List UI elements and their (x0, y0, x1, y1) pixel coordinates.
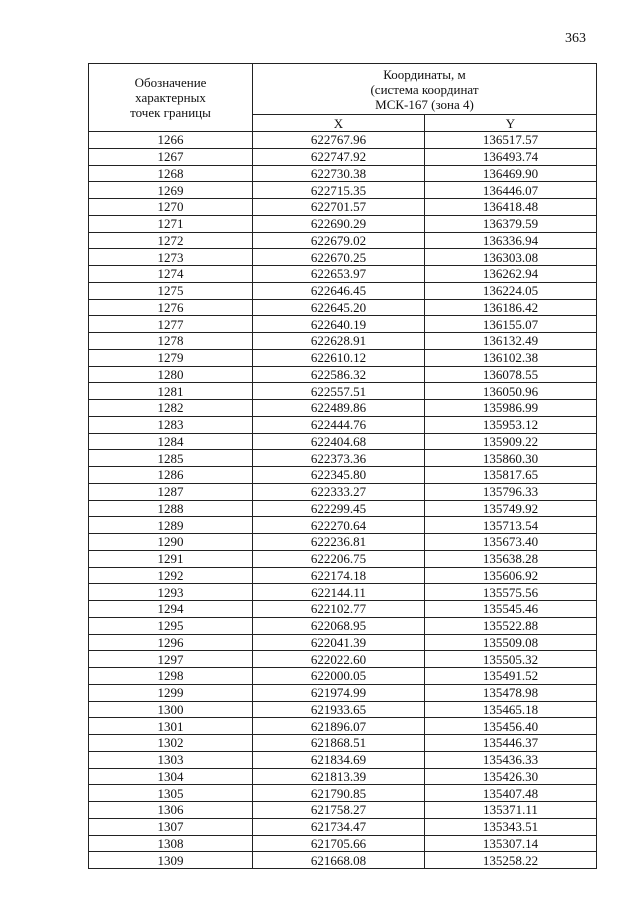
x-coordinate-cell: 622646.45 (253, 282, 425, 299)
point-id-cell: 1274 (89, 266, 253, 283)
table-row (89, 400, 597, 417)
x-coordinate-cell: 621868.51 (253, 735, 425, 752)
y-coordinate-cell: 136132.49 (425, 333, 597, 350)
table-row (89, 132, 597, 149)
table-row (89, 333, 597, 350)
y-coordinate-cell: 136379.59 (425, 215, 597, 232)
point-id-cell: 1299 (89, 684, 253, 701)
table-row (89, 500, 597, 517)
point-id-cell: 1282 (89, 400, 253, 417)
table-row (89, 818, 597, 835)
y-coordinate-cell: 135796.33 (425, 483, 597, 500)
table-row (89, 383, 597, 400)
point-id-cell: 1267 (89, 148, 253, 165)
table-row (89, 802, 597, 819)
y-coordinate-cell: 136186.42 (425, 299, 597, 316)
y-coordinate-cell: 135509.08 (425, 634, 597, 651)
header-points-line: Обозначение (134, 75, 207, 90)
table-row (89, 483, 597, 500)
x-coordinate-cell: 622345.80 (253, 467, 425, 484)
point-id-cell: 1304 (89, 768, 253, 785)
point-id-cell: 1306 (89, 802, 253, 819)
x-coordinate-cell: 622670.25 (253, 249, 425, 266)
point-id-cell: 1272 (89, 232, 253, 249)
table-row (89, 684, 597, 701)
y-coordinate-cell: 136224.05 (425, 282, 597, 299)
point-id-cell: 1296 (89, 634, 253, 651)
y-coordinate-cell: 135456.40 (425, 718, 597, 735)
point-id-cell: 1266 (89, 132, 253, 149)
point-id-cell: 1291 (89, 550, 253, 567)
table-row (89, 148, 597, 165)
table-row (89, 366, 597, 383)
x-coordinate-cell: 622730.38 (253, 165, 425, 182)
y-coordinate-cell: 136155.07 (425, 316, 597, 333)
y-coordinate-cell: 135575.56 (425, 584, 597, 601)
point-id-cell: 1287 (89, 483, 253, 500)
point-id-cell: 1270 (89, 199, 253, 216)
y-coordinate-cell: 135606.92 (425, 567, 597, 584)
table-row (89, 199, 597, 216)
point-id-cell: 1305 (89, 785, 253, 802)
header-points (89, 64, 253, 132)
y-coordinate-cell: 135446.37 (425, 735, 597, 752)
table-row (89, 165, 597, 182)
x-coordinate-cell: 622690.29 (253, 215, 425, 232)
x-coordinate-cell: 622715.35 (253, 182, 425, 199)
point-id-cell: 1276 (89, 299, 253, 316)
point-id-cell: 1298 (89, 668, 253, 685)
table-row (89, 450, 597, 467)
x-coordinate-cell: 622404.68 (253, 433, 425, 450)
x-coordinate-cell: 622102.77 (253, 601, 425, 618)
point-id-cell: 1273 (89, 249, 253, 266)
y-coordinate-cell: 136262.94 (425, 266, 597, 283)
table-row (89, 249, 597, 266)
table-row (89, 718, 597, 735)
y-coordinate-cell: 135478.98 (425, 684, 597, 701)
x-coordinate-cell: 622000.05 (253, 668, 425, 685)
y-coordinate-cell: 135465.18 (425, 701, 597, 718)
point-id-cell: 1292 (89, 567, 253, 584)
y-coordinate-cell: 135436.33 (425, 751, 597, 768)
y-coordinate-cell: 136493.74 (425, 148, 597, 165)
y-coordinate-cell: 135343.51 (425, 818, 597, 835)
table-row (89, 433, 597, 450)
y-coordinate-cell: 136303.08 (425, 249, 597, 266)
y-coordinate-cell: 135407.48 (425, 785, 597, 802)
header-x: X (253, 115, 425, 132)
x-coordinate-cell: 622640.19 (253, 316, 425, 333)
y-coordinate-cell: 135371.11 (425, 802, 597, 819)
y-coordinate-cell: 135491.52 (425, 668, 597, 685)
y-coordinate-cell: 135953.12 (425, 416, 597, 433)
page-number: 363 (565, 31, 586, 46)
table-row (89, 701, 597, 718)
y-coordinate-cell: 135307.14 (425, 835, 597, 852)
header-coordinates-line: МСК-167 (зона 4) (375, 96, 474, 112)
point-id-cell: 1285 (89, 450, 253, 467)
table-header-row (89, 64, 597, 115)
x-coordinate-cell: 621896.07 (253, 718, 425, 735)
x-coordinate-cell: 622701.57 (253, 199, 425, 216)
point-id-cell: 1286 (89, 467, 253, 484)
point-id-cell: 1308 (89, 835, 253, 852)
point-id-cell: 1297 (89, 651, 253, 668)
point-id-cell: 1301 (89, 718, 253, 735)
y-coordinate-cell: 136336.94 (425, 232, 597, 249)
table-row (89, 785, 597, 802)
table-row (89, 735, 597, 752)
y-coordinate-cell: 136102.38 (425, 349, 597, 366)
x-coordinate-cell: 622747.92 (253, 148, 425, 165)
table-row (89, 534, 597, 551)
point-id-cell: 1289 (89, 517, 253, 534)
table-row (89, 266, 597, 283)
table-row (89, 550, 597, 567)
table-body (89, 132, 597, 869)
x-coordinate-cell: 622270.64 (253, 517, 425, 534)
table-row (89, 852, 597, 869)
y-coordinate-cell: 135505.32 (425, 651, 597, 668)
x-coordinate-cell: 622610.12 (253, 349, 425, 366)
x-coordinate-cell: 622299.45 (253, 500, 425, 517)
x-coordinate-cell: 622022.60 (253, 651, 425, 668)
y-coordinate-cell: 135909.22 (425, 433, 597, 450)
x-coordinate-cell: 622068.95 (253, 617, 425, 634)
x-coordinate-cell: 621668.08 (253, 852, 425, 869)
header-coordinates-line: Координаты, м (383, 66, 466, 82)
point-id-cell: 1309 (89, 852, 253, 869)
x-coordinate-cell: 621734.47 (253, 818, 425, 835)
point-id-cell: 1307 (89, 818, 253, 835)
x-coordinate-cell: 621834.69 (253, 751, 425, 768)
y-coordinate-cell: 135713.54 (425, 517, 597, 534)
x-coordinate-cell: 622679.02 (253, 232, 425, 249)
y-coordinate-cell: 135545.46 (425, 601, 597, 618)
point-id-cell: 1303 (89, 751, 253, 768)
point-id-cell: 1302 (89, 735, 253, 752)
point-id-cell: 1294 (89, 601, 253, 618)
x-coordinate-cell: 622489.86 (253, 400, 425, 417)
point-id-cell: 1271 (89, 215, 253, 232)
header-coordinates (253, 64, 597, 115)
point-id-cell: 1300 (89, 701, 253, 718)
x-coordinate-cell: 622653.97 (253, 266, 425, 283)
point-id-cell: 1268 (89, 165, 253, 182)
table-row (89, 316, 597, 333)
x-coordinate-cell: 622041.39 (253, 634, 425, 651)
point-id-cell: 1293 (89, 584, 253, 601)
x-coordinate-cell: 621933.65 (253, 701, 425, 718)
table-row (89, 601, 597, 618)
point-id-cell: 1284 (89, 433, 253, 450)
y-coordinate-cell: 135258.22 (425, 852, 597, 869)
x-coordinate-cell: 622144.11 (253, 584, 425, 601)
point-id-cell: 1275 (89, 282, 253, 299)
y-coordinate-cell: 135522.88 (425, 617, 597, 634)
point-id-cell: 1277 (89, 316, 253, 333)
table-row (89, 232, 597, 249)
x-coordinate-cell: 622206.75 (253, 550, 425, 567)
header-points-line: точек границы (130, 105, 211, 120)
y-coordinate-cell: 135673.40 (425, 534, 597, 551)
x-coordinate-cell: 621705.66 (253, 835, 425, 852)
table-row (89, 282, 597, 299)
table-row (89, 751, 597, 768)
table-row (89, 768, 597, 785)
y-coordinate-cell: 135817.65 (425, 467, 597, 484)
point-id-cell: 1290 (89, 534, 253, 551)
table-row (89, 651, 597, 668)
y-coordinate-cell: 136517.57 (425, 132, 597, 149)
table-row (89, 634, 597, 651)
table-row (89, 584, 597, 601)
x-coordinate-cell: 622333.27 (253, 483, 425, 500)
y-coordinate-cell: 136050.96 (425, 383, 597, 400)
x-coordinate-cell: 622174.18 (253, 567, 425, 584)
table-row (89, 835, 597, 852)
header-points-line: характерных (135, 90, 206, 105)
header-coordinates-line: (система координат (370, 81, 479, 97)
x-coordinate-cell: 621974.99 (253, 684, 425, 701)
table-row (89, 299, 597, 316)
x-coordinate-cell: 622557.51 (253, 383, 425, 400)
table-row (89, 416, 597, 433)
x-coordinate-cell: 621813.39 (253, 768, 425, 785)
x-coordinate-cell: 622628.91 (253, 333, 425, 350)
coordinates-table (88, 63, 597, 869)
point-id-cell: 1279 (89, 349, 253, 366)
table-row (89, 349, 597, 366)
point-id-cell: 1278 (89, 333, 253, 350)
table-row (89, 467, 597, 484)
table-row (89, 517, 597, 534)
y-coordinate-cell: 136469.90 (425, 165, 597, 182)
x-coordinate-cell: 622444.76 (253, 416, 425, 433)
y-coordinate-cell: 136078.55 (425, 366, 597, 383)
header-y: Y (425, 115, 597, 132)
table-row (89, 617, 597, 634)
y-coordinate-cell: 135749.92 (425, 500, 597, 517)
point-id-cell: 1281 (89, 383, 253, 400)
x-coordinate-cell: 622586.32 (253, 366, 425, 383)
y-coordinate-cell: 135426.30 (425, 768, 597, 785)
y-coordinate-cell: 136446.07 (425, 182, 597, 199)
y-coordinate-cell: 135986.99 (425, 400, 597, 417)
point-id-cell: 1269 (89, 182, 253, 199)
y-coordinate-cell: 136418.48 (425, 199, 597, 216)
x-coordinate-cell: 622373.36 (253, 450, 425, 467)
point-id-cell: 1295 (89, 617, 253, 634)
point-id-cell: 1288 (89, 500, 253, 517)
y-coordinate-cell: 135860.30 (425, 450, 597, 467)
x-coordinate-cell: 622767.96 (253, 132, 425, 149)
x-coordinate-cell: 622236.81 (253, 534, 425, 551)
x-coordinate-cell: 621758.27 (253, 802, 425, 819)
table-row (89, 215, 597, 232)
point-id-cell: 1283 (89, 416, 253, 433)
table-row (89, 567, 597, 584)
x-coordinate-cell: 621790.85 (253, 785, 425, 802)
table-row (89, 668, 597, 685)
point-id-cell: 1280 (89, 366, 253, 383)
table-row (89, 182, 597, 199)
y-coordinate-cell: 135638.28 (425, 550, 597, 567)
x-coordinate-cell: 622645.20 (253, 299, 425, 316)
